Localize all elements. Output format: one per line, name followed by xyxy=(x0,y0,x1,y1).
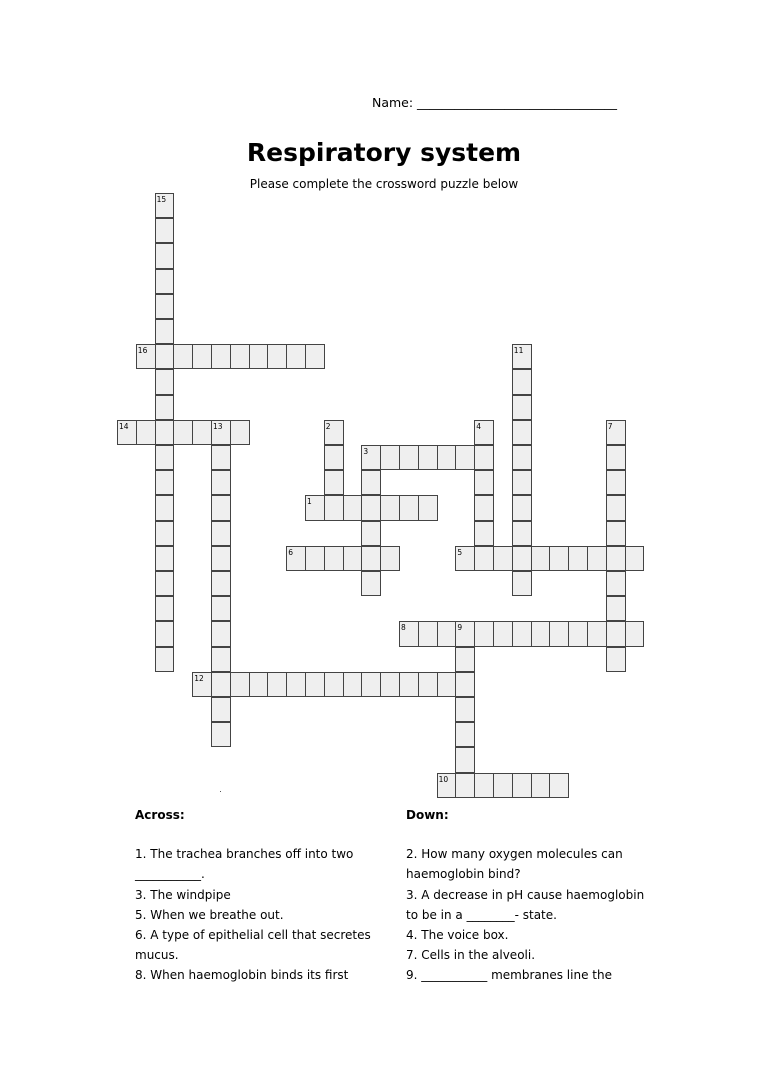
crossword-cell[interactable] xyxy=(286,344,306,369)
crossword-cell[interactable] xyxy=(606,495,626,520)
crossword-cell[interactable] xyxy=(249,344,269,369)
crossword-cell[interactable] xyxy=(493,773,513,798)
crossword-cell[interactable] xyxy=(211,722,231,747)
crossword-cell[interactable] xyxy=(512,420,532,445)
clue-number: 4 xyxy=(476,421,481,431)
crossword-cell[interactable] xyxy=(155,571,175,596)
crossword-cell[interactable] xyxy=(155,596,175,621)
crossword-cell[interactable] xyxy=(625,546,645,571)
crossword-cell[interactable] xyxy=(155,546,175,571)
crossword-cell[interactable] xyxy=(155,243,175,268)
crossword-cell[interactable] xyxy=(155,470,175,495)
clue-number: 13 xyxy=(213,421,223,431)
crossword-cell[interactable] xyxy=(267,344,287,369)
crossword-cell[interactable] xyxy=(155,193,175,218)
crossword-cell[interactable] xyxy=(380,672,400,697)
crossword-cell[interactable] xyxy=(324,546,344,571)
crossword-cell[interactable] xyxy=(211,445,231,470)
crossword-cell[interactable] xyxy=(606,571,626,596)
crossword-cell[interactable] xyxy=(155,647,175,672)
crossword-cell[interactable] xyxy=(512,395,532,420)
crossword-cell[interactable] xyxy=(192,420,212,445)
crossword-cell[interactable] xyxy=(474,445,494,470)
crossword-cell[interactable] xyxy=(549,546,569,571)
crossword-cell[interactable] xyxy=(455,697,475,722)
crossword-cell[interactable] xyxy=(455,672,475,697)
crossword-cell[interactable] xyxy=(474,521,494,546)
crossword-cell[interactable] xyxy=(211,344,231,369)
crossword-cell[interactable] xyxy=(305,495,325,520)
crossword-cell[interactable] xyxy=(361,546,381,571)
crossword-cell[interactable] xyxy=(512,445,532,470)
crossword-cell[interactable] xyxy=(418,672,438,697)
page-title: Respiratory system xyxy=(246,138,522,167)
clue-number: 10 xyxy=(438,774,449,784)
crossword-cell[interactable] xyxy=(474,773,494,798)
crossword-cell[interactable] xyxy=(399,445,419,470)
crossword-cell[interactable] xyxy=(211,495,231,520)
crossword-cell[interactable] xyxy=(380,546,400,571)
across-clue: 3. The windpipe xyxy=(135,887,231,902)
crossword-cell[interactable] xyxy=(361,672,381,697)
crossword-cell[interactable] xyxy=(211,420,231,445)
crossword-cell[interactable] xyxy=(418,621,438,646)
crossword-cell[interactable] xyxy=(531,546,551,571)
crossword-cell[interactable] xyxy=(606,420,626,445)
crossword-cell[interactable] xyxy=(230,420,250,445)
crossword-cell[interactable] xyxy=(361,495,381,520)
crossword-cell[interactable] xyxy=(324,495,344,520)
clue-number: 2 xyxy=(325,421,331,431)
crossword-cell[interactable] xyxy=(192,344,212,369)
crossword-cell[interactable] xyxy=(155,344,175,369)
crossword-cell[interactable] xyxy=(380,445,400,470)
crossword-cell[interactable] xyxy=(606,521,626,546)
crossword-cell[interactable] xyxy=(155,621,175,646)
clue-number: 12 xyxy=(194,673,204,683)
crossword-cell[interactable] xyxy=(380,495,400,520)
crossword-cell[interactable] xyxy=(399,495,419,520)
crossword-cell[interactable] xyxy=(155,445,175,470)
crossword-cell[interactable] xyxy=(474,420,494,445)
crossword-cell[interactable] xyxy=(549,773,569,798)
across-clue: 6. A type of epithelial cell that secretes mucus. xyxy=(135,928,371,963)
down-clue: 9. ___________ membranes line the xyxy=(406,968,612,983)
clue-number: 5 xyxy=(457,547,463,557)
crossword-cell[interactable] xyxy=(606,546,626,571)
crossword-cell[interactable] xyxy=(399,621,419,646)
crossword-cell[interactable] xyxy=(606,596,626,621)
down-clue: 2. How many oxygen molecules can haemoglobin bind? xyxy=(406,847,623,882)
clue-number: 1 xyxy=(307,497,312,507)
crossword-cell[interactable] xyxy=(230,672,250,697)
crossword-cell[interactable] xyxy=(305,672,325,697)
crossword-cell[interactable] xyxy=(192,672,212,697)
crossword-cell[interactable] xyxy=(211,596,231,621)
crossword-cell[interactable] xyxy=(437,445,457,470)
crossword-cell[interactable] xyxy=(173,420,193,445)
crossword-cell[interactable] xyxy=(324,672,344,697)
crossword-cell[interactable] xyxy=(155,269,175,294)
crossword-cell[interactable] xyxy=(512,521,532,546)
crossword-cell[interactable] xyxy=(211,647,231,672)
crossword-cell[interactable] xyxy=(437,773,457,798)
across-clue: 1. The trachea branches off into two ___________. xyxy=(135,847,354,882)
crossword-cell[interactable] xyxy=(455,546,475,571)
crossword-cell[interactable] xyxy=(455,647,475,672)
crossword-cell[interactable] xyxy=(173,344,193,369)
crossword-cell[interactable] xyxy=(512,369,532,394)
crossword-cell[interactable] xyxy=(155,495,175,520)
crossword-cell[interactable] xyxy=(155,319,175,344)
crossword-cell[interactable] xyxy=(399,672,419,697)
down-heading: Down: xyxy=(406,808,449,822)
crossword-cell[interactable] xyxy=(211,621,231,646)
clue-number: 7 xyxy=(607,421,613,431)
crossword-cell[interactable] xyxy=(474,495,494,520)
crossword-cell[interactable] xyxy=(549,621,569,646)
crossword-cell[interactable] xyxy=(474,621,494,646)
crossword-cell[interactable] xyxy=(155,420,175,445)
crossword-cell[interactable] xyxy=(361,470,381,495)
across-clues xyxy=(135,805,375,986)
crossword-cell[interactable] xyxy=(324,470,344,495)
clue-number: 6 xyxy=(288,547,293,557)
crossword-cell[interactable] xyxy=(512,546,532,571)
clue-number: 9 xyxy=(457,623,463,633)
crossword-cell[interactable] xyxy=(606,647,626,672)
down-clues xyxy=(406,805,646,986)
crossword-cell[interactable] xyxy=(361,445,381,470)
crossword-cell[interactable] xyxy=(455,722,475,747)
crossword-cell[interactable] xyxy=(587,546,607,571)
crossword-cell[interactable] xyxy=(343,672,363,697)
crossword-cell[interactable] xyxy=(136,344,156,369)
across-clue: 5. When we breathe out. xyxy=(135,907,284,922)
crossword-cell[interactable] xyxy=(267,672,287,697)
crossword-cell[interactable] xyxy=(455,773,475,798)
crossword-cell[interactable] xyxy=(418,445,438,470)
crossword-cell[interactable] xyxy=(155,294,175,319)
crossword-cell[interactable] xyxy=(343,546,363,571)
crossword-cell[interactable] xyxy=(606,445,626,470)
crossword-cell[interactable] xyxy=(474,470,494,495)
crossword-cell[interactable] xyxy=(437,621,457,646)
crossword-cell[interactable] xyxy=(211,546,231,571)
crossword-cell[interactable] xyxy=(568,621,588,646)
crossword-cell[interactable] xyxy=(211,672,231,697)
crossword-cell[interactable] xyxy=(455,747,475,772)
crossword-cell[interactable] xyxy=(512,470,532,495)
down-clue: 3. A decrease in pH cause haemoglobin to be in a ________- state. xyxy=(406,887,645,922)
crossword-cell[interactable] xyxy=(531,621,551,646)
clue-number: 16 xyxy=(137,346,148,356)
crossword-cell[interactable] xyxy=(455,621,475,646)
crossword-cell[interactable] xyxy=(361,571,381,596)
clue-number: 15 xyxy=(156,195,167,204)
crossword-cell[interactable] xyxy=(474,546,494,571)
crossword-cell[interactable] xyxy=(512,571,532,596)
crossword-cell[interactable] xyxy=(606,621,626,646)
clue-number: 11 xyxy=(513,346,524,356)
crossword-cell[interactable] xyxy=(343,495,363,520)
crossword-cell[interactable] xyxy=(512,621,532,646)
across-heading: Across: xyxy=(135,808,185,822)
crossword-cell[interactable] xyxy=(305,546,325,571)
crossword-cell[interactable] xyxy=(625,621,645,646)
crossword-cell[interactable] xyxy=(155,521,175,546)
crossword-cell[interactable] xyxy=(493,546,513,571)
crossword-cell[interactable] xyxy=(512,495,532,520)
down-clue: 7. Cells in the alveoli. xyxy=(406,948,536,963)
crossword-cell[interactable] xyxy=(568,546,588,571)
crossword-cell[interactable] xyxy=(587,621,607,646)
across-clue: 8. When haemoglobin binds its first xyxy=(135,968,349,983)
down-clue: 4. The voice box. xyxy=(406,928,509,943)
crossword-cell[interactable] xyxy=(155,369,175,394)
crossword-cell[interactable] xyxy=(324,445,344,470)
crossword-cell[interactable] xyxy=(155,395,175,420)
crossword-cell[interactable] xyxy=(155,218,175,243)
crossword-cell[interactable] xyxy=(418,495,438,520)
crossword-cell[interactable] xyxy=(136,420,156,445)
clue-number: 3 xyxy=(363,447,369,456)
crossword-cell[interactable] xyxy=(361,521,381,546)
crossword-cell[interactable] xyxy=(211,470,231,495)
crossword-cell[interactable] xyxy=(324,420,344,445)
crossword-cell[interactable] xyxy=(211,521,231,546)
clue-number: 14 xyxy=(119,421,129,431)
crossword-cell[interactable] xyxy=(211,697,231,722)
clue-number: 8 xyxy=(401,623,406,633)
crossword-cell[interactable] xyxy=(512,344,532,369)
crossword-cell[interactable] xyxy=(249,672,269,697)
crossword-cell[interactable] xyxy=(305,344,325,369)
crossword-cell[interactable] xyxy=(286,672,306,697)
crossword-cell[interactable] xyxy=(437,672,457,697)
crossword-cell[interactable] xyxy=(512,773,532,798)
page-subtitle: Please complete the crossword puzzle below xyxy=(249,177,519,191)
crossword-cell[interactable] xyxy=(117,420,137,445)
crossword-cell[interactable] xyxy=(455,445,475,470)
crossword-cell[interactable] xyxy=(606,470,626,495)
crossword-cell[interactable] xyxy=(493,621,513,646)
name-field[interactable]: Name: ________________________________ xyxy=(372,95,618,110)
crossword-cell[interactable] xyxy=(531,773,551,798)
crossword-cell[interactable] xyxy=(286,546,306,571)
crossword-cell[interactable] xyxy=(211,571,231,596)
crossword-cell[interactable] xyxy=(230,344,250,369)
stray-mark xyxy=(220,791,221,792)
